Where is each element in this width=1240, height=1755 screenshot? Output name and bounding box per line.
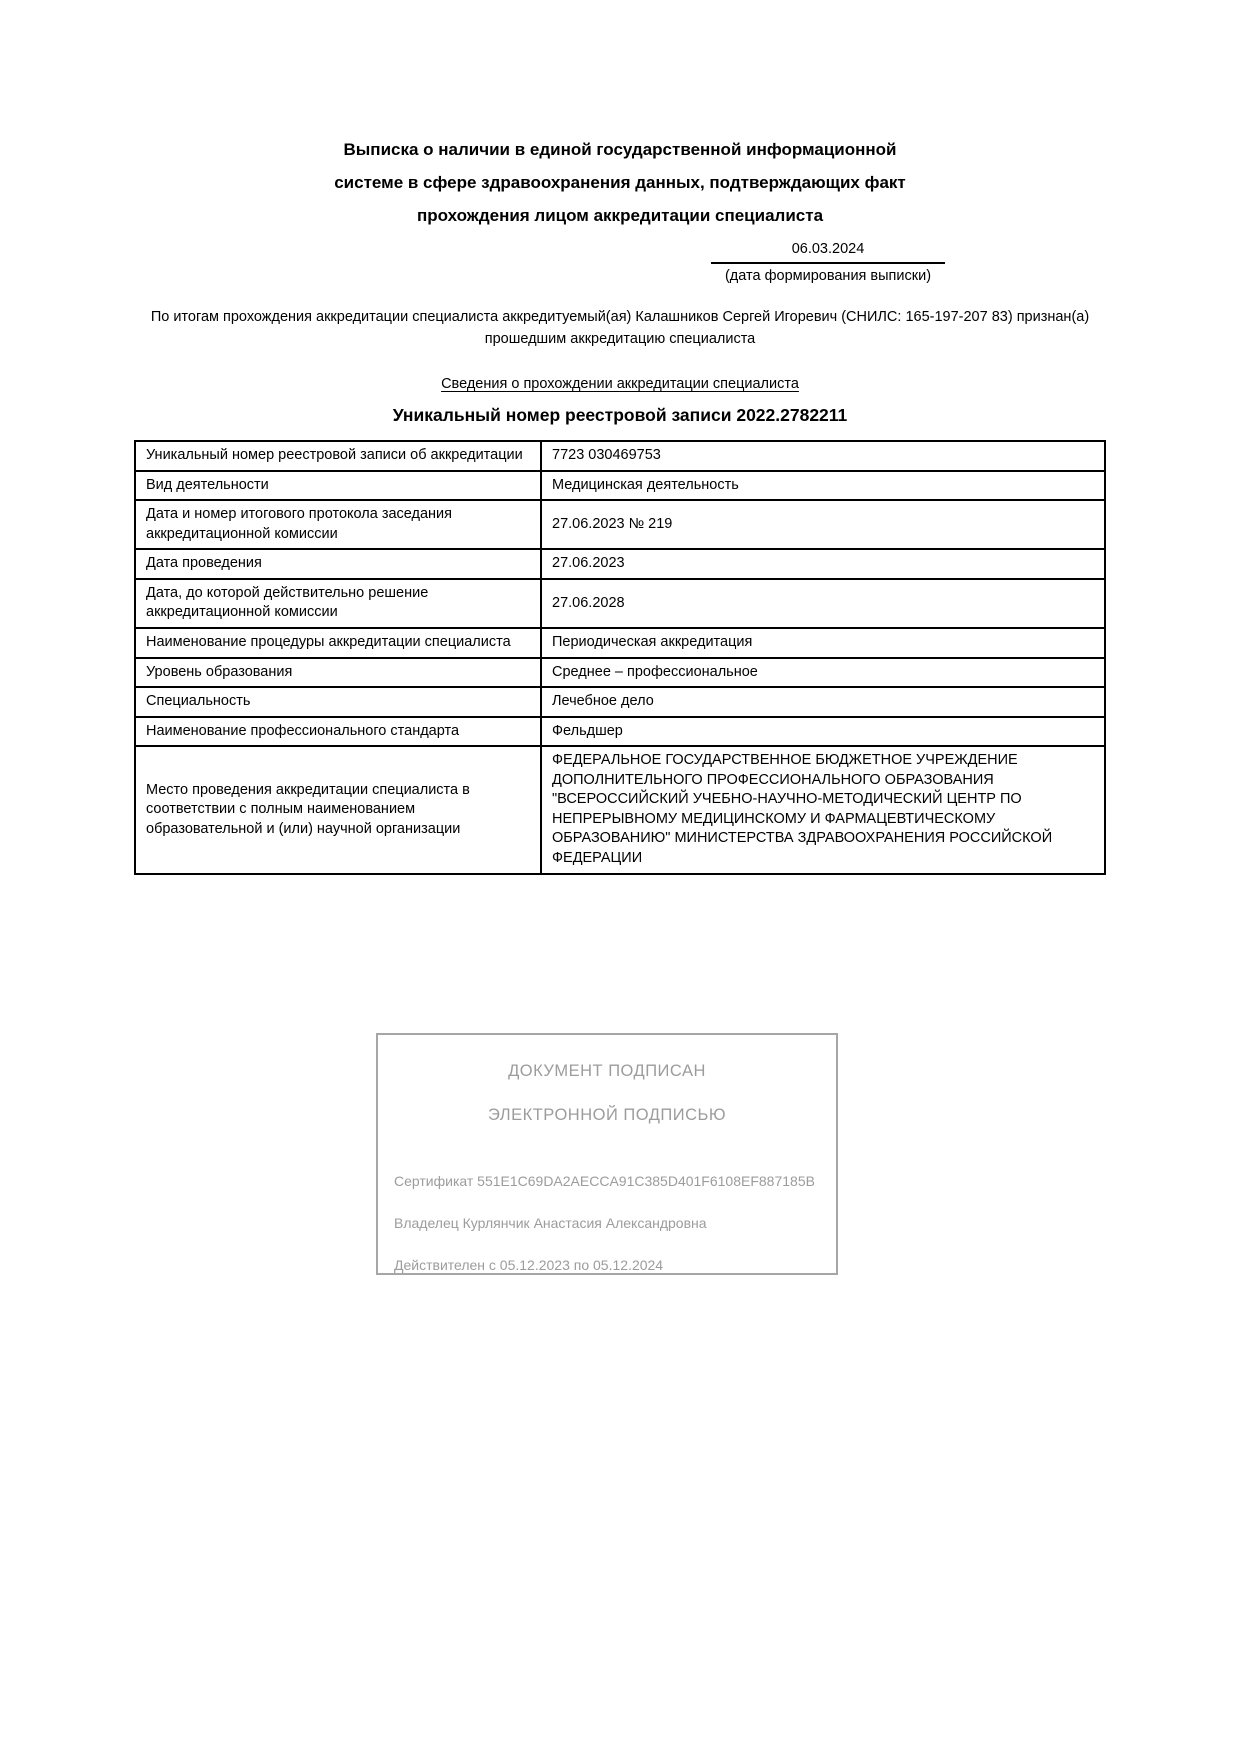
section-heading-text: Сведения о прохождении аккредитации специалиста	[441, 376, 799, 392]
row-value: Медицинская деятельность	[541, 471, 1105, 501]
registry-number-heading: Уникальный номер реестровой записи 2022.2782211	[392, 405, 848, 425]
table-row	[135, 579, 1105, 628]
row-value: Периодическая аккредитация	[541, 628, 1105, 658]
row-label: Наименование профессионального стандарта	[135, 717, 541, 747]
signature-owner: Владелец Курлянчик Анастасия Александровна	[394, 1215, 707, 1231]
table-row	[135, 658, 1105, 688]
formation-date-value: 06.03.2024	[711, 240, 945, 264]
accreditation-table	[134, 440, 1106, 875]
signature-validity: Действителен с 05.12.2023 по 05.12.2024	[394, 1257, 664, 1273]
table-row	[135, 500, 1105, 549]
signature-title-line-2: ЭЛЕКТРОННОЙ ПОДПИСЬЮ	[487, 1106, 727, 1124]
formation-date-block	[711, 240, 945, 286]
row-value: Среднее – профессиональное	[541, 658, 1105, 688]
row-label: Уникальный номер реестровой записи об аккредитации	[135, 441, 541, 471]
table-row	[135, 687, 1105, 717]
row-value: ФЕДЕРАЛЬНОЕ ГОСУДАРСТВЕННОЕ БЮДЖЕТНОЕ УЧРЕЖДЕНИЕ ДОПОЛНИТЕЛЬНОГО ПРОФЕССИОНАЛЬНОГО ОБРАЗОВАНИЯ "ВСЕРОССИЙСКИЙ УЧЕБНО-НАУЧНО-МЕТОДИЧЕСКИЙ ЦЕНТР ПО НЕПРЕРЫВНОМУ МЕДИЦИНСКОМУ И ФАРМАЦЕВТИЧЕСКОМУ ОБРАЗОВАНИЮ" МИНИСТЕРСТВА ЗДРАВООХРАНЕНИЯ РОССИЙСКОЙ ФЕДЕРАЦИИ	[541, 746, 1105, 873]
row-label: Место проведения аккредитации специалиста в соответствии с полным наименованием образовательной и (или) научной организации	[135, 746, 541, 873]
table-row	[135, 471, 1105, 501]
row-label: Наименование процедуры аккредитации специалиста	[135, 628, 541, 658]
signature-title-line-1: ДОКУМЕНТ ПОДПИСАН	[508, 1062, 706, 1080]
intro-paragraph: По итогам прохождения аккредитации специалиста аккредитуемый(ая) Калашников Сергей Игоревич (СНИЛС: 165-197-207 83) признан(а) прошедшим аккредитацию специалиста	[150, 309, 1090, 347]
row-value: Фельдшер	[541, 717, 1105, 747]
row-label: Дата, до которой действительно решение аккредитационной комиссии	[135, 579, 541, 628]
formation-date-caption: (дата формирования выписки)	[724, 268, 932, 284]
row-label: Дата проведения	[135, 549, 541, 579]
title-line-1: Выписка о наличии в единой государственной информационной	[343, 140, 897, 159]
document-title	[0, 0, 1240, 232]
title-line-2: системе в сфере здравоохранения данных, подтверждающих факт	[334, 173, 906, 192]
row-label: Уровень образования	[135, 658, 541, 688]
table-row	[135, 746, 1105, 873]
row-label: Дата и номер итогового протокола заседания аккредитационной комиссии	[135, 500, 541, 549]
table-row	[135, 628, 1105, 658]
table-row	[135, 549, 1105, 579]
row-label: Вид деятельности	[135, 471, 541, 501]
table-row	[135, 441, 1105, 471]
row-value: 27.06.2028	[541, 579, 1105, 628]
electronic-signature-box	[376, 1033, 838, 1275]
title-line-3: прохождения лицом аккредитации специалиста	[416, 206, 824, 225]
table-row	[135, 717, 1105, 747]
row-value: 7723 030469753	[541, 441, 1105, 471]
section-heading	[0, 376, 1240, 392]
row-value: 27.06.2023	[541, 549, 1105, 579]
row-label: Специальность	[135, 687, 541, 717]
row-value: Лечебное дело	[541, 687, 1105, 717]
row-value: 27.06.2023 № 219	[541, 500, 1105, 549]
signature-certificate: Сертификат 551E1C69DA2AECCA91C385D401F6108EF887185B	[394, 1173, 815, 1189]
